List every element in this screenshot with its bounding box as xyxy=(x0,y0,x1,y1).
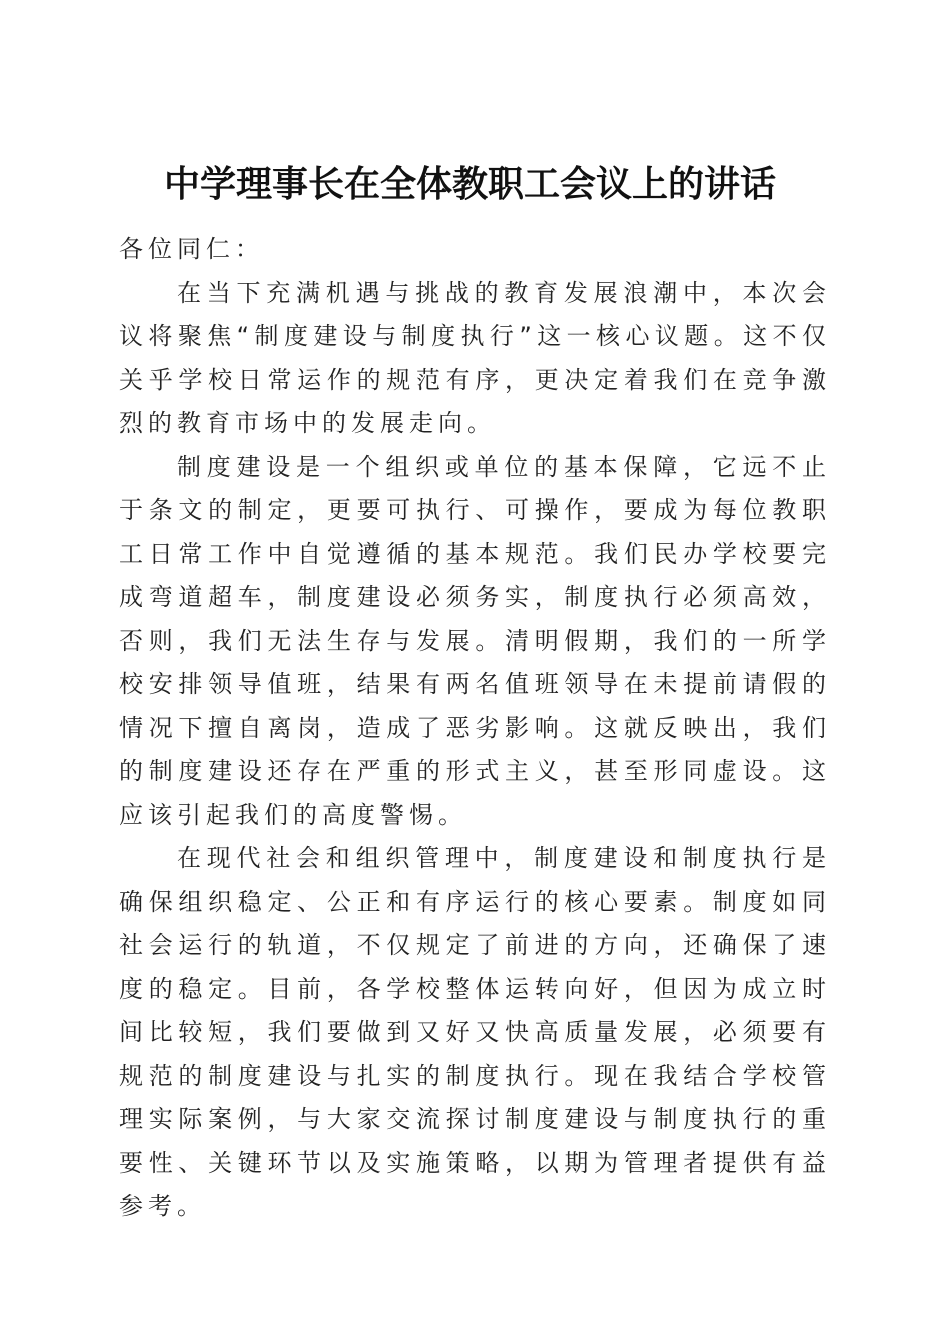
paragraph-1: 在当下充满机遇与挑战的教育发展浪潮中，本次会议将聚焦“制度建设与制度执行”这一核心议题。这不仅关乎学校日常运作的规范有序，更决定着我们在竞争激烈的教育市场中的发展走向。 xyxy=(119,278,831,437)
paragraph-3: 在现代社会和组织管理中，制度建设和制度执行是确保组织稳定、公正和有序运行的核心要素。制度如同社会运行的轨道，不仅规定了前进的方向，还确保了速度的稳定。目前，各学校整体运转向好，但因为成立时间比较短，我们要做到又好又快高质量发展，必须要有规范的制度建设与扎实的制度执行。现在我结合学校管理实际案例，与大家交流探讨制度建设与制度执行的重要性、关键环节以及实施策略，以期为管理者提供有益参考。 xyxy=(119,844,831,1220)
document-body xyxy=(119,228,831,1229)
paragraph-2: 制度建设是一个组织或单位的基本保障，它远不止于条文的制定，更要可执行、可操作，要成为每位教职工日常工作中自觉遵循的基本规范。我们民办学校要完成弯道超车，制度建设必须务实，制度执行必须高效，否则，我们无法生存与发展。清明假期，我们的一所学校安排领导值班，结果有两名值班领导在未提前请假的情况下擅自离岗，造成了恶劣影响。这就反映出，我们的制度建设还存在严重的形式主义，甚至形同虚设。这应该引起我们的高度警惕。 xyxy=(119,452,831,829)
salutation: 各位同仁： xyxy=(119,235,264,263)
document-title: 中学理事长在全体教职工会议上的讲话 xyxy=(163,163,776,206)
